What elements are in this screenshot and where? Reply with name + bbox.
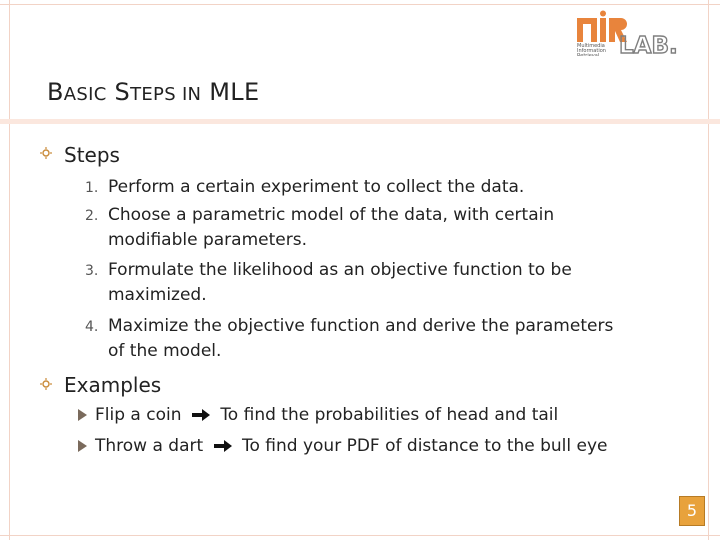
triangle-bullet-icon bbox=[78, 409, 87, 421]
example-left: Flip a coin bbox=[95, 405, 182, 425]
sun-bullet-icon bbox=[40, 147, 52, 159]
step-number: 1. bbox=[85, 180, 99, 196]
example-item bbox=[78, 405, 558, 425]
steps-heading: Steps bbox=[64, 143, 120, 167]
example-right: To find the probabilities of head and tail bbox=[220, 405, 559, 425]
sun-bullet-icon bbox=[40, 378, 52, 390]
frame-line-bottom bbox=[0, 535, 720, 536]
right-arrow-icon bbox=[213, 439, 233, 453]
right-arrow-icon bbox=[191, 408, 211, 422]
page-number-badge: 5 bbox=[679, 496, 705, 526]
step-text: Formulate the likelihood as an objective function to be maximized. bbox=[108, 260, 572, 305]
examples-heading: Examples bbox=[64, 373, 162, 397]
logo-text-1: Multimedia bbox=[577, 43, 605, 49]
triangle-bullet-icon bbox=[78, 440, 87, 452]
title-underline-band bbox=[0, 119, 720, 124]
step-text: Choose a parametric model of the data, with certain modifiable parameters. bbox=[108, 205, 555, 250]
step-number: 2. bbox=[85, 208, 99, 224]
step-text: Maximize the objective function and derive the parameters of the model. bbox=[108, 316, 614, 361]
logo-text-3: Retrieval bbox=[577, 53, 600, 56]
step-number: 3. bbox=[85, 263, 99, 279]
example-item bbox=[78, 436, 608, 456]
logo-text-2: Information bbox=[577, 48, 606, 54]
frame-line-top bbox=[0, 4, 720, 5]
frame-line-right bbox=[708, 0, 709, 540]
step-number: 4. bbox=[85, 319, 99, 335]
mirlab-logo bbox=[573, 10, 685, 56]
step-text: Perform a certain experiment to collect the data. bbox=[108, 177, 525, 197]
frame-line-left bbox=[9, 0, 10, 540]
example-left: Throw a dart bbox=[95, 436, 204, 456]
example-right: To find your PDF of distance to the bull eye bbox=[241, 436, 608, 456]
slide-title: BASIC STEPS IN MLE bbox=[47, 78, 260, 106]
logo-lab-text: LAB. bbox=[619, 33, 678, 56]
